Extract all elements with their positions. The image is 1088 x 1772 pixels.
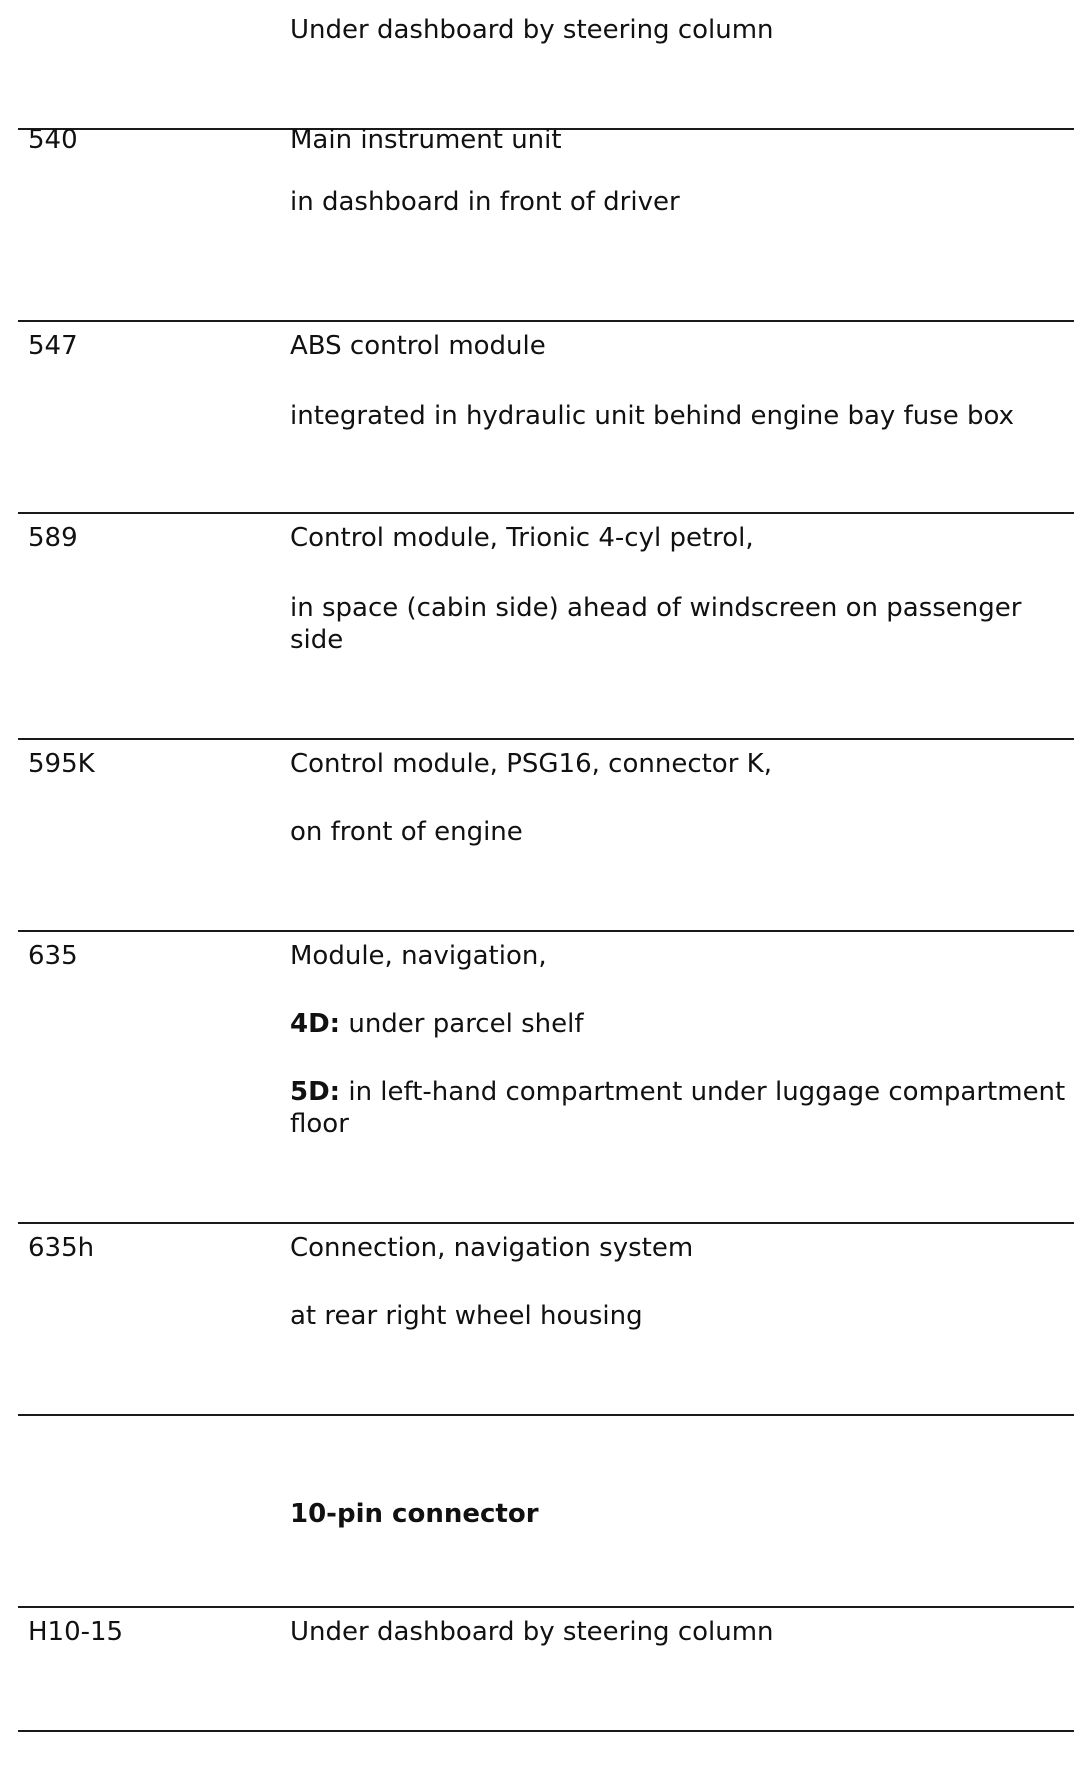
connector-location-h10-15: Under dashboard by steering column bbox=[290, 1617, 774, 1647]
component-code-635h: 635h bbox=[28, 1233, 95, 1263]
variant-label: 4D: bbox=[290, 1009, 341, 1039]
component-location-589: in space (cabin side) ahead of windscreen on passenger side bbox=[290, 593, 1022, 655]
variant-label: 5D: bbox=[290, 1077, 341, 1107]
component-code-589: 589 bbox=[28, 523, 78, 553]
component-title-589: Control module, Trionic 4-cyl petrol, bbox=[290, 523, 754, 553]
component-location-635h: at rear right wheel housing bbox=[290, 1301, 643, 1331]
top-location-text: Under dashboard by steering column bbox=[290, 15, 774, 45]
component-code-547: 547 bbox=[28, 331, 78, 361]
component-title-547: ABS control module bbox=[290, 331, 546, 361]
divider bbox=[18, 930, 1074, 932]
component-title-635: Module, navigation, bbox=[290, 941, 547, 971]
component-location-595k: on front of engine bbox=[290, 817, 523, 847]
variant-4d bbox=[290, 1008, 584, 1040]
divider bbox=[18, 1414, 1074, 1416]
component-code-595k: 595K bbox=[28, 749, 95, 779]
variant-5d bbox=[290, 1076, 1070, 1140]
divider bbox=[18, 1730, 1074, 1732]
divider bbox=[18, 320, 1074, 322]
divider bbox=[18, 512, 1074, 514]
variant-text: under parcel shelf bbox=[340, 1009, 584, 1039]
divider bbox=[18, 738, 1074, 740]
component-title-595k: Control module, PSG16, connector K, bbox=[290, 749, 772, 779]
component-location-547: integrated in hydraulic unit behind engine bay fuse box bbox=[290, 401, 1014, 431]
component-title-635h: Connection, navigation system bbox=[290, 1233, 694, 1263]
divider bbox=[18, 1222, 1074, 1224]
connector-code-h10-15: H10-15 bbox=[28, 1617, 124, 1647]
section-heading: 10-pin connector bbox=[290, 1499, 539, 1529]
divider bbox=[18, 1606, 1074, 1608]
component-location-540: in dashboard in front of driver bbox=[290, 187, 680, 217]
variant-text: in left-hand compartment under luggage compartment floor bbox=[290, 1077, 1066, 1139]
component-code-635: 635 bbox=[28, 941, 78, 971]
component-code-540: 540 bbox=[28, 125, 78, 155]
component-title-540: Main instrument unit bbox=[290, 125, 562, 155]
